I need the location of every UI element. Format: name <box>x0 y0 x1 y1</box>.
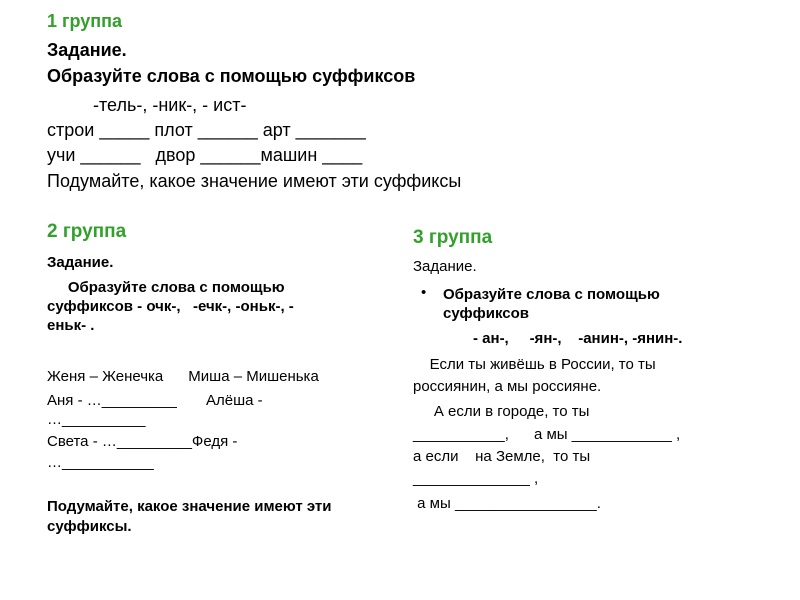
group-1-question: Подумайте, какое значение имеют эти суффиксы <box>47 171 462 191</box>
group-3-instruction <box>443 285 660 323</box>
group-3-suffixes: - ан-, -ян-, -анин-, -янин-. <box>473 330 683 347</box>
group-2-instruction-line-1: Образуйте слова с помощью <box>47 279 285 296</box>
group-1-instruction: Образуйте слова с помощью суффиксов <box>47 66 416 86</box>
group-1-exercise-row-1: строи _____ плот ______ арт _______ <box>47 120 366 140</box>
group-2-example-2: Аня - …_________ Алёша - <box>47 392 263 409</box>
group-3-instruction-line-1: Образуйте слова с помощью <box>443 286 660 303</box>
bullet-icon: • <box>421 284 427 301</box>
group-2-example-4: Света - …_________Федя - <box>47 433 238 450</box>
group-2-question <box>47 497 332 537</box>
group-3-text-line-3: А если в городе, то ты <box>413 403 590 420</box>
group-3-text-line-7: а мы _________________. <box>413 495 601 512</box>
group-2-example-3: …__________ <box>47 411 146 428</box>
group-2-question-line-1: Подумайте, какое значение имеют эти <box>47 498 332 515</box>
group-1-suffixes: -тель-, -ник-, - ист- <box>93 95 247 115</box>
group-3-task-label: Задание. <box>413 258 477 275</box>
group-1-title: 1 группа <box>47 11 123 31</box>
group-3-text-line-6: ______________ , <box>413 470 539 487</box>
group-2-task-label: Задание. <box>47 254 114 271</box>
group-3-instruction-line-2: суффиксов <box>443 305 529 322</box>
group-2-question-line-2: суффиксы. <box>47 518 132 535</box>
group-2-instruction-line-3: еньк- . <box>47 317 95 334</box>
group-2-example-5: …___________ <box>47 454 154 471</box>
group-1-exercise-row-2: учи ______ двор ______машин ____ <box>47 145 363 165</box>
group-2-title: 2 группа <box>47 221 127 242</box>
group-3-text-line-1: Если ты живёшь в России, то ты <box>413 356 656 373</box>
group-3-text-line-5: а если на Земле, то ты <box>413 448 591 465</box>
group-1-task-label: Задание. <box>47 40 127 60</box>
group-3-text-line-4: ___________, а мы ____________ , <box>413 426 681 443</box>
group-3-title: 3 группа <box>413 227 493 248</box>
group-3-text-line-2: россиянин, а мы россияне. <box>413 378 602 395</box>
group-2-example-1: Женя – Женечка Миша – Мишенька <box>47 368 319 385</box>
group-2-instruction-line-2: суффиксов - очк-, -ечк-, -оньк-, - <box>47 298 294 315</box>
group-2-instruction <box>47 278 294 335</box>
